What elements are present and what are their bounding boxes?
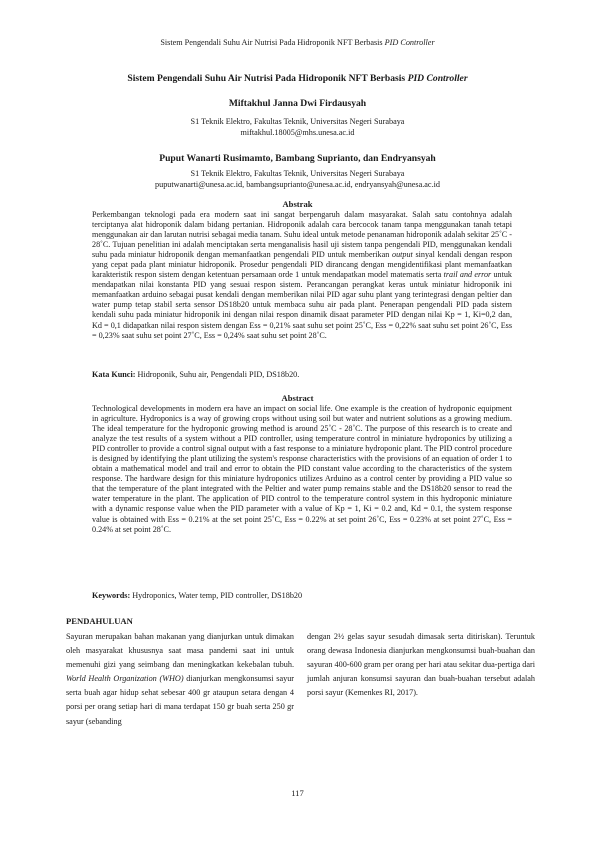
paper-title-text: Sistem Pengendali Suhu Air Nutrisi Pada Hidroponik NFT Berbasis: [127, 73, 406, 84]
abstract-body: Technological developments in modern era have an impact on social life. One example is the creation of hydroponic equipment in agriculture. Hydroponics is a way of growing crops without using soil but water and nutrient solutions as a growing medium. The ideal temperature for the hydroponic growing method is around 25˚C - 28˚C. The purpose of this research is to create and analyze the test results of a system without a PID controller, using temperature control in miniature hydroponics by utilizing a PID controller to provide a control signal output with a fast response to a miniature hydroponic plant. The PID control procedure is designed by identifying the plant utilizing the system's response characteristics with the provisions of an equation of order 1 to obtain a mathematical model and trail and error to obtain the PID constant value according to the characteristics of the system response. The hardware design for this miniature hydroponics utilizes Arduino as a control center by providing a PID value so that the temperature of the plant integrated with the Peltier and water pump remains stable and the DS18b20 sensor to read the water temperature in the plant. The application of PID control to the temperature control system in this hydroponic miniature with a dynamic response value when the PID parameter with a value of Kp = 1, Ki = 0.2 and, Kd = 0.1, the system response value is obtained with Ess = 0.21% at the set point 25˚C, Ess = 0.22% at set point 26˚C, Ess = 0.23% at set point 27˚C, Ess = 0.24% at set point 28˚C.: [92, 404, 512, 534]
running-header-italic: PID Controller: [384, 38, 435, 47]
abstrak-text-1: Perkembangan teknologi pada era modern saat ini sangat berpengaruh dalam masyarakat. Salah satu contohnya adalah terciptanya alat hidroponik dalam bidang pertanian. Hidroponik adalah cara bercocok tanam tanpa menggunakan tanah tetapi menggunakan air dan larutan nutrisi sebagai media tanam. Suhu ideal untuk metode penanaman hidroponik adalah sekitar 25˚C - 28˚C. Tujuan penelitian ini adalah menciptakan serta menganalisis hasil uji sistem tanpa pengendali PID, menggunakan kendali suhu pada miniatur hidroponik dengan memanfaatkan pengendali PID untuk memberikan: [92, 210, 512, 260]
abstrak-italic-1: output: [392, 250, 413, 260]
keywords-label: Keywords:: [92, 591, 131, 600]
abstrak-heading: Abstrak: [282, 199, 313, 209]
kata-kunci-text: Hidroponik, Suhu air, Pengendali PID, DS18b20.: [137, 370, 300, 379]
keywords: [92, 591, 512, 600]
kata-kunci-label: Kata Kunci:: [92, 370, 136, 379]
abstract-heading: Abstract: [281, 393, 314, 403]
author-1-email: miftakhul.18005@mhs.unesa.ac.id: [240, 128, 355, 137]
running-header: [0, 38, 595, 47]
pendahuluan-heading: PENDAHULUAN: [66, 616, 133, 626]
author-2-email: puputwanarti@unesa.ac.id, bambangsuprianto@unesa.ac.id, endryansyah@unesa.ac.id: [155, 180, 440, 189]
intro-left-column: [66, 630, 294, 729]
keywords-text: Hydroponics, Water temp, PID controller, DS18b20: [132, 591, 303, 600]
abstrak-body: [92, 210, 512, 341]
author-2-name: Puput Wanarti Rusimamto, Bambang Suprianto, dan Endryansyah: [159, 153, 436, 164]
intro-left-text-a: Sayuran merupakan bahan makanan yang dianjurkan untuk dimakan oleh masyarakat khususnya saat masa pandemi saat ini untuk memenuhi gizi yang seimbang dan meningkatkan kekebalan tubuh.: [66, 632, 294, 670]
paper-title: [40, 73, 555, 84]
abstrak-text-3: untuk mendapatkan nilai konstanta PID yang sesuai respon sistem. Perancangan perangkat keras untuk miniatur hidroponik ini memanfaatkan arduino sebagai pusat kendali dengan memberikan nilai PID agar suhu plant yang terintegrasi dengan peltier dan water pump tetap stabil serta sensor DS18b20 untuk membaca suhu air pada plant. Penerapan pengendali PID pada sistem kendali suhu pada miniatur hidroponik ini dengan nilai respon dinamik disaat parameter PID dengan nilai Kp = 1, Ki=0,2 dan, Kd = 0,1 didapatkan nilai respon sistem dengan Ess = 0,21% saat suhu set point 25˚C, Ess = 0,22% saat suhu set point 26˚C, Ess = 0,23% saat suhu set point 27˚C, Ess = 0,24% saat suhu set point 28˚C.: [92, 270, 512, 340]
author-2-affiliation: S1 Teknik Elektro, Fakultas Teknik, Universitas Negeri Surabaya: [190, 169, 405, 178]
page-number: 117: [291, 788, 304, 798]
abstrak-italic-2: trail and error: [443, 270, 492, 280]
running-header-text: Sistem Pengendali Suhu Air Nutrisi Pada Hidroponik NFT Berbasis: [160, 38, 383, 47]
abstrak-text-2: sinyal kendali dengan respon yang cepat pada plant miniatur hidroponik. Prosedur pengendali PID dirancang dengan mengidentifikasi plant memanfaatkan karakteristik respon sistem dengan ketentuan persamaan orde 1 untuk mendapatkan model matematis serta: [92, 250, 513, 280]
intro-right-column: dengan 2½ gelas sayur sesudah dimasak serta ditiriskan). Teruntuk orang dewasa Indonesia dianjurkan mengkonsumsi buah-buahan dan sayuran 400-600 gram per orang per hari atau sekitar dua-pertiga dari jumlah anjuran konsumsi sayuran dan buah-buahan tersebut adalah porsi sayur (Kemenkes RI, 2017).: [307, 632, 535, 698]
intro-left-italic: World Health Organization (WHO): [66, 674, 184, 684]
author-1-affiliation: S1 Teknik Elektro, Fakultas Teknik, Universitas Negeri Surabaya: [190, 117, 405, 126]
author-1-name: Miftakhul Janna Dwi Firdausyah: [228, 98, 367, 109]
intro-left-text-b: dianjurkan mengkonsumsi sayur serta buah agar hidup sehat sebesar 400 gr ataupun setara dengan 4 porsi per orang setiap hari di mana terdapat 150 gr buah serta 250 gr sayur (sebanding: [66, 674, 295, 726]
paper-title-italic: PID Controller: [407, 73, 468, 84]
kata-kunci: [92, 370, 512, 379]
